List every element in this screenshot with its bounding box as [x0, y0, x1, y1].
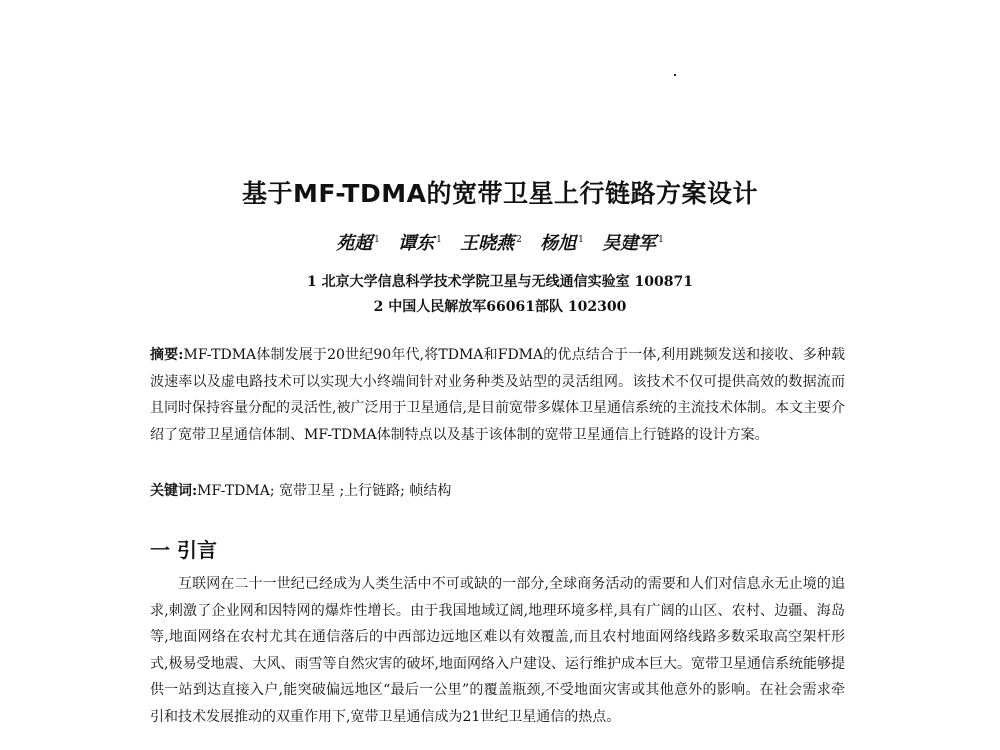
author-list	[0, 229, 1000, 255]
author	[336, 229, 380, 255]
author	[398, 229, 442, 255]
affiliation-2: 2 中国人民解放军66061部队 102300	[373, 299, 627, 315]
abstract-text: MF-TDMA体制发展于20世纪90年代,将TDMA和FDMA的优点结合于一体,利用跳频发送和接收、多种载波速率以及虚电路技术可以实现大小终端间针对业务种类及站型的灵活组网。该技术不仅可提供高效的数据流而且同时保持容量分配的灵活性,被广泛用于卫星通信,是目前宽带多媒体卫星通信系统的主流技术体制。本文主要介绍了宽带卫星通信体制、MF-TDMA体制特点以及基于该体制的宽带卫星通信上行链路的设计方案。	[150, 347, 845, 443]
intro-paragraph: 互联网在二十一世纪已经成为人类生活中不可或缺的一部分,全球商务活动的需要和人们对信息永无止境的追求,刺激了企业网和因特网的爆炸性增长。由于我国地域辽阔,地理环境多样,具有广阔的山区、农村、边疆、海岛等,地面网络在农村尤其在通信落后的中西部边远地区难以有效覆盖,而且农村地面网络线路多数采取高空架杆形式,极易受地震、大风、雨雪等自然灾害的破坏,地面网络入户建设、运行维护成本巨大。宽带卫星通信系统能够提供一站到达直接入户,能突破偏远地区“最后一公里”的覆盖瓶颈,不受地面灾害或其他意外的影响。在社会需求牵引和技术发展推动的双重作用下,宽带卫星通信成为21世纪卫星通信的热点。	[150, 576, 845, 725]
section-heading-introduction: 一 引言	[150, 538, 217, 562]
author-name: 苑超	[336, 233, 373, 254]
keywords	[150, 478, 845, 505]
author-name: 杨旭	[540, 233, 577, 254]
author-affil-marker: 1	[658, 235, 664, 245]
affiliation-1: 1 北京大学信息科学技术学院卫星与无线通信实验室 100871	[307, 274, 693, 290]
keywords-text: MF-TDMA; 宽带卫星 ;上行链路; 帧结构	[197, 483, 452, 499]
author-name: 王晓燕	[460, 233, 515, 254]
author-name: 吴建军	[602, 233, 657, 254]
author-name: 谭东	[398, 233, 435, 254]
author	[540, 229, 584, 255]
author-affil-marker: 2	[516, 235, 522, 245]
author-affil-marker: 1	[436, 235, 442, 245]
paper-title: 基于MF-TDMA的宽带卫星上行链路方案设计	[242, 179, 758, 208]
author-affil-marker: 1	[374, 235, 380, 245]
scan-speck	[674, 74, 676, 76]
author-affil-marker: 1	[578, 235, 584, 245]
author	[602, 229, 664, 255]
keywords-label: 关键词:	[150, 483, 198, 499]
abstract-label: 摘要:	[150, 347, 184, 363]
abstract	[150, 342, 845, 448]
author	[460, 229, 522, 255]
